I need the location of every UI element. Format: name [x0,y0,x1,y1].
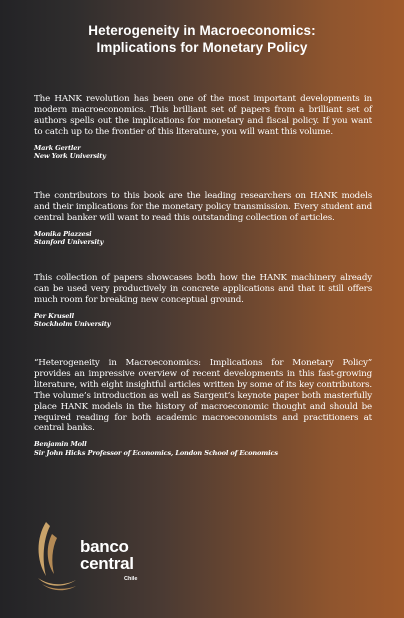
blurb-attribution [34,144,372,161]
logo-wordmark [80,538,134,572]
blurb-text: The contributors to this book are the leading researchers on HANK models and their implications for the monetary policy transmission. Every student and central banker will want to read this outstanding collection of articles. [34,191,372,223]
blurb-1 [34,94,372,160]
banco-central-logo [32,516,152,596]
swoosh-emblem-icon [32,516,80,596]
blurb-attribution [34,312,372,329]
blurb-author: Per Krusell [34,311,75,320]
blurb-affiliation: Stanford University [34,238,104,247]
blurb-text: “Heterogeneity in Macroeconomics: Implications for Monetary Policy” provides an impressive overview of recent developments in this fast-growing literature, with eight insightful articles written by some of its key contributors. The volume’s introduction as well as Sargent’s keynote paper both masterfully place HANK models in the history of macroeconomic thought and should be required reading for both academic macroeconomists and practitioners at central banks. [34,358,372,434]
blurb-3 [34,273,372,329]
blurb-attribution [34,230,372,247]
blurb-affiliation: Stockholm University [34,320,111,329]
blurb-affiliation: Sir John Hicks Professor of Economics, London School of Economics [34,448,278,457]
blurb-affiliation: New York University [34,152,106,161]
blurb-author: Monika Piazzesi [34,229,92,238]
logo-word-banco: banco [80,537,129,556]
blurb-attribution [34,440,372,457]
blurb-author: Mark Gertler [34,143,81,152]
logo-word-central: central [80,554,134,573]
blurb-text: This collection of papers showcases both how the HANK machinery already can be used very productively in concrete applications and that it still offers much room for breaking new conceptual ground. [34,273,372,305]
blurb-2 [34,191,372,247]
book-title [0,22,404,56]
title-line-2: Implications for Monetary Policy [96,40,308,55]
logo-country: Chile [124,576,138,582]
blurb-4 [34,358,372,457]
blurb-text: The HANK revolution has been one of the most important developments in modern macroeconomics. This brilliant set of papers from a brilliant set of authors spells out the implications for monetary and fiscal policy. If you want to catch up to the frontier of this literature, you will want this volume. [34,94,372,137]
title-line-1: Heterogeneity in Macroeconomics: [88,23,316,38]
blurb-author: Benjamin Moll [34,440,87,449]
